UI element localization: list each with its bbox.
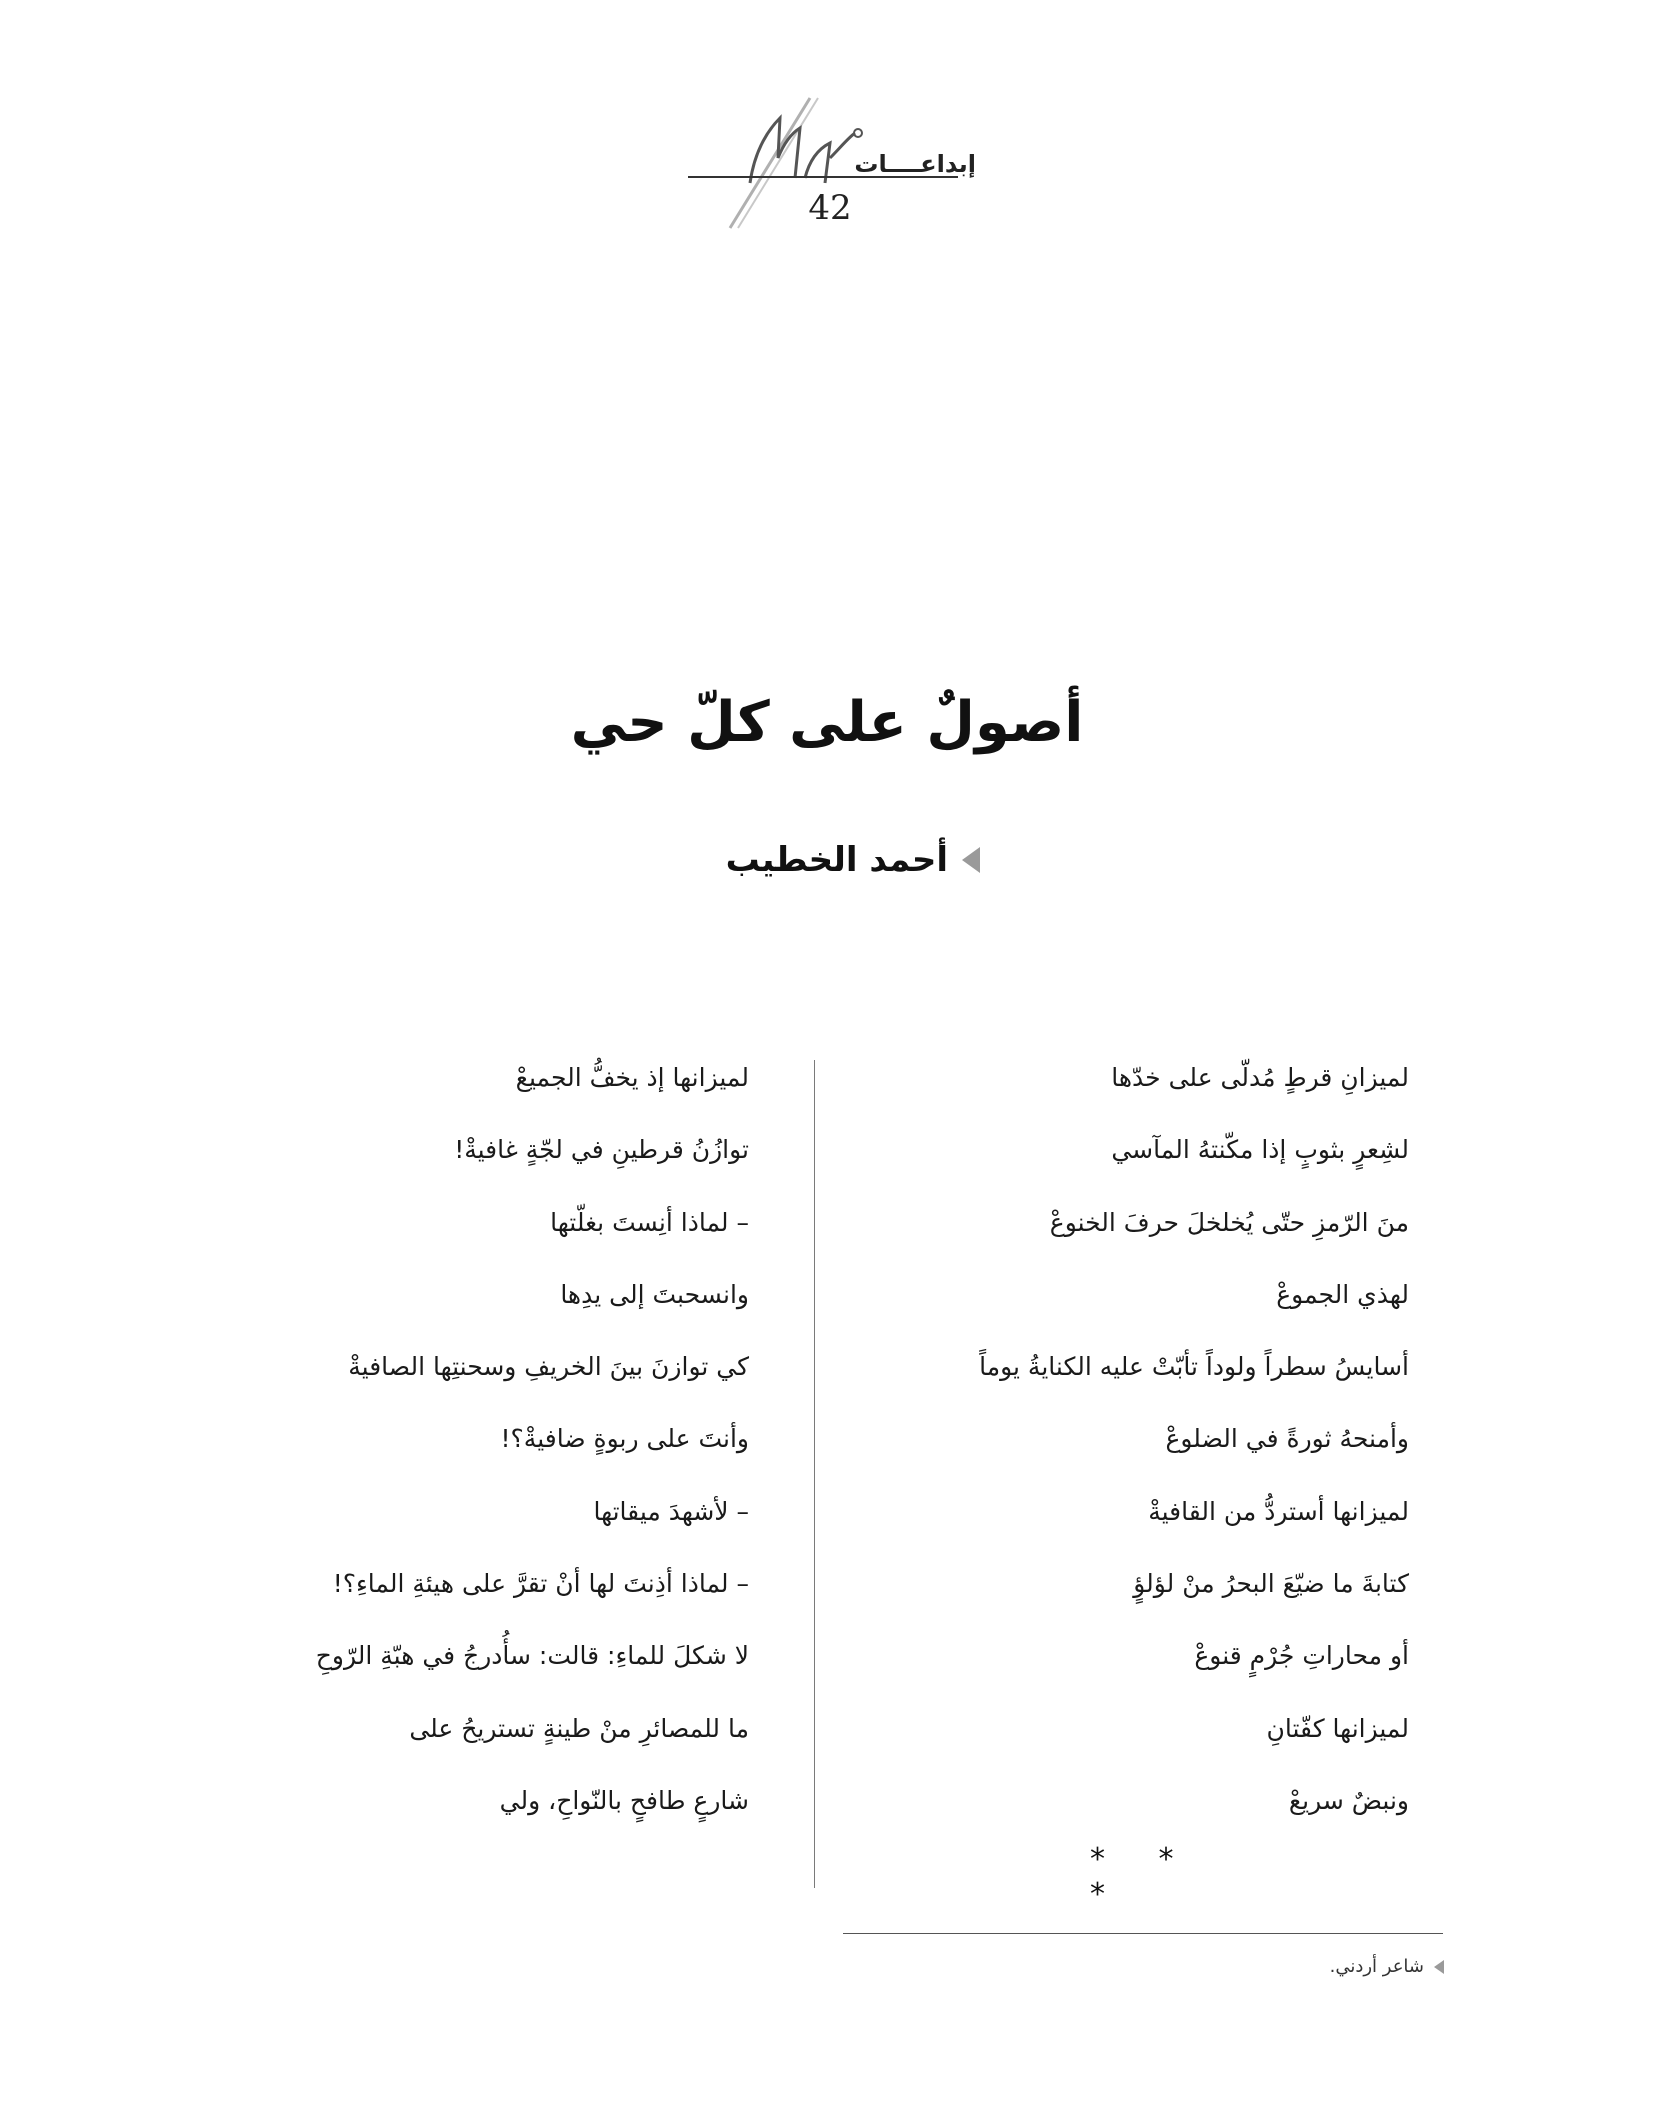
section-separator-stars: * * * <box>1090 1842 1196 1912</box>
triangle-marker-icon <box>962 847 980 873</box>
poem-line: كتابةَ ما ضيّعَ البحرُ منْ لؤلؤٍ <box>1133 1569 1409 1599</box>
footnote-text: شاعر أردني. <box>1329 1956 1424 1977</box>
poem-line: ونبضٌ سريعْ <box>1288 1785 1409 1815</box>
poem-line: لا شكلَ للماءِ: قالت: سأُدرجُ في هبّةِ الرّوحِ <box>315 1641 749 1671</box>
page-header <box>680 88 980 238</box>
poem-line: أسايسُ سطراً ولوداً تأبّتْ عليه الكنايةُ يوماً <box>979 1352 1409 1382</box>
poem-line: وأمنحهُ ثورةً في الضلوعْ <box>1165 1424 1409 1454</box>
column-divider <box>814 1060 815 1888</box>
poem-line: منَ الرّمزِ حتّى يُخلخلَ حرفَ الخنوعْ <box>1049 1207 1409 1237</box>
poem-line: وانسحبتَ إلى يدِها <box>560 1279 749 1309</box>
poem-line: لميزانِ قرطٍ مُدلّى على خدّها <box>1111 1063 1409 1092</box>
poem-line: توازُنُ قرطينِ في لجّةٍ غافيةْ! <box>454 1135 749 1165</box>
poem-line: وأنتَ على ربوةٍ ضافيةْ؟! <box>500 1424 749 1454</box>
page-number: 42 <box>808 188 852 228</box>
author-byline <box>680 835 980 885</box>
section-label: إبداعــــات <box>854 150 976 178</box>
poem-line: – لأشهدَ ميقاتها <box>593 1496 749 1526</box>
poem-column-left <box>229 1058 749 1853</box>
footnote-rule <box>843 1933 1443 1934</box>
triangle-marker-icon <box>1434 1960 1444 1974</box>
poem-line: – لماذا أنِستَ بغلّتها <box>550 1207 749 1237</box>
poem-line: شارعٍ طافحٍ بالنّواحِ، ولي <box>499 1785 749 1815</box>
poem-line: لميزانها إذ يخفُّ الجميعْ <box>515 1063 749 1092</box>
poem-title: أصولٌ على كلّ حي <box>570 690 1084 755</box>
poem-line: لميزانها أستردُّ من القافيةْ <box>1148 1496 1409 1526</box>
poem-line: لميزانها كفّتانِ <box>1266 1713 1409 1743</box>
poem-line: لهذي الجموعْ <box>1276 1279 1409 1309</box>
poem-line: كي توازنَ بينَ الخريفِ وسحنتِها الصافيةْ <box>348 1352 749 1382</box>
poem-line: ما للمصائرِ منْ طينةٍ تستريحُ على <box>409 1713 749 1743</box>
poem-line: لشِعرٍ بثوبٍ إذا مكّنتهُ المآسي <box>1111 1135 1409 1165</box>
poem-line: أو محاراتِ جُرْمٍ قنوعْ <box>1194 1641 1409 1671</box>
author-name: أحمد الخطيب <box>725 840 948 880</box>
footnote <box>1330 1956 1444 1977</box>
poem-line: – لماذا أذِنتَ لها أنْ تقرَّ على هيئةِ الماءِ؟! <box>332 1569 749 1599</box>
poem-column-right <box>979 1058 1409 1853</box>
